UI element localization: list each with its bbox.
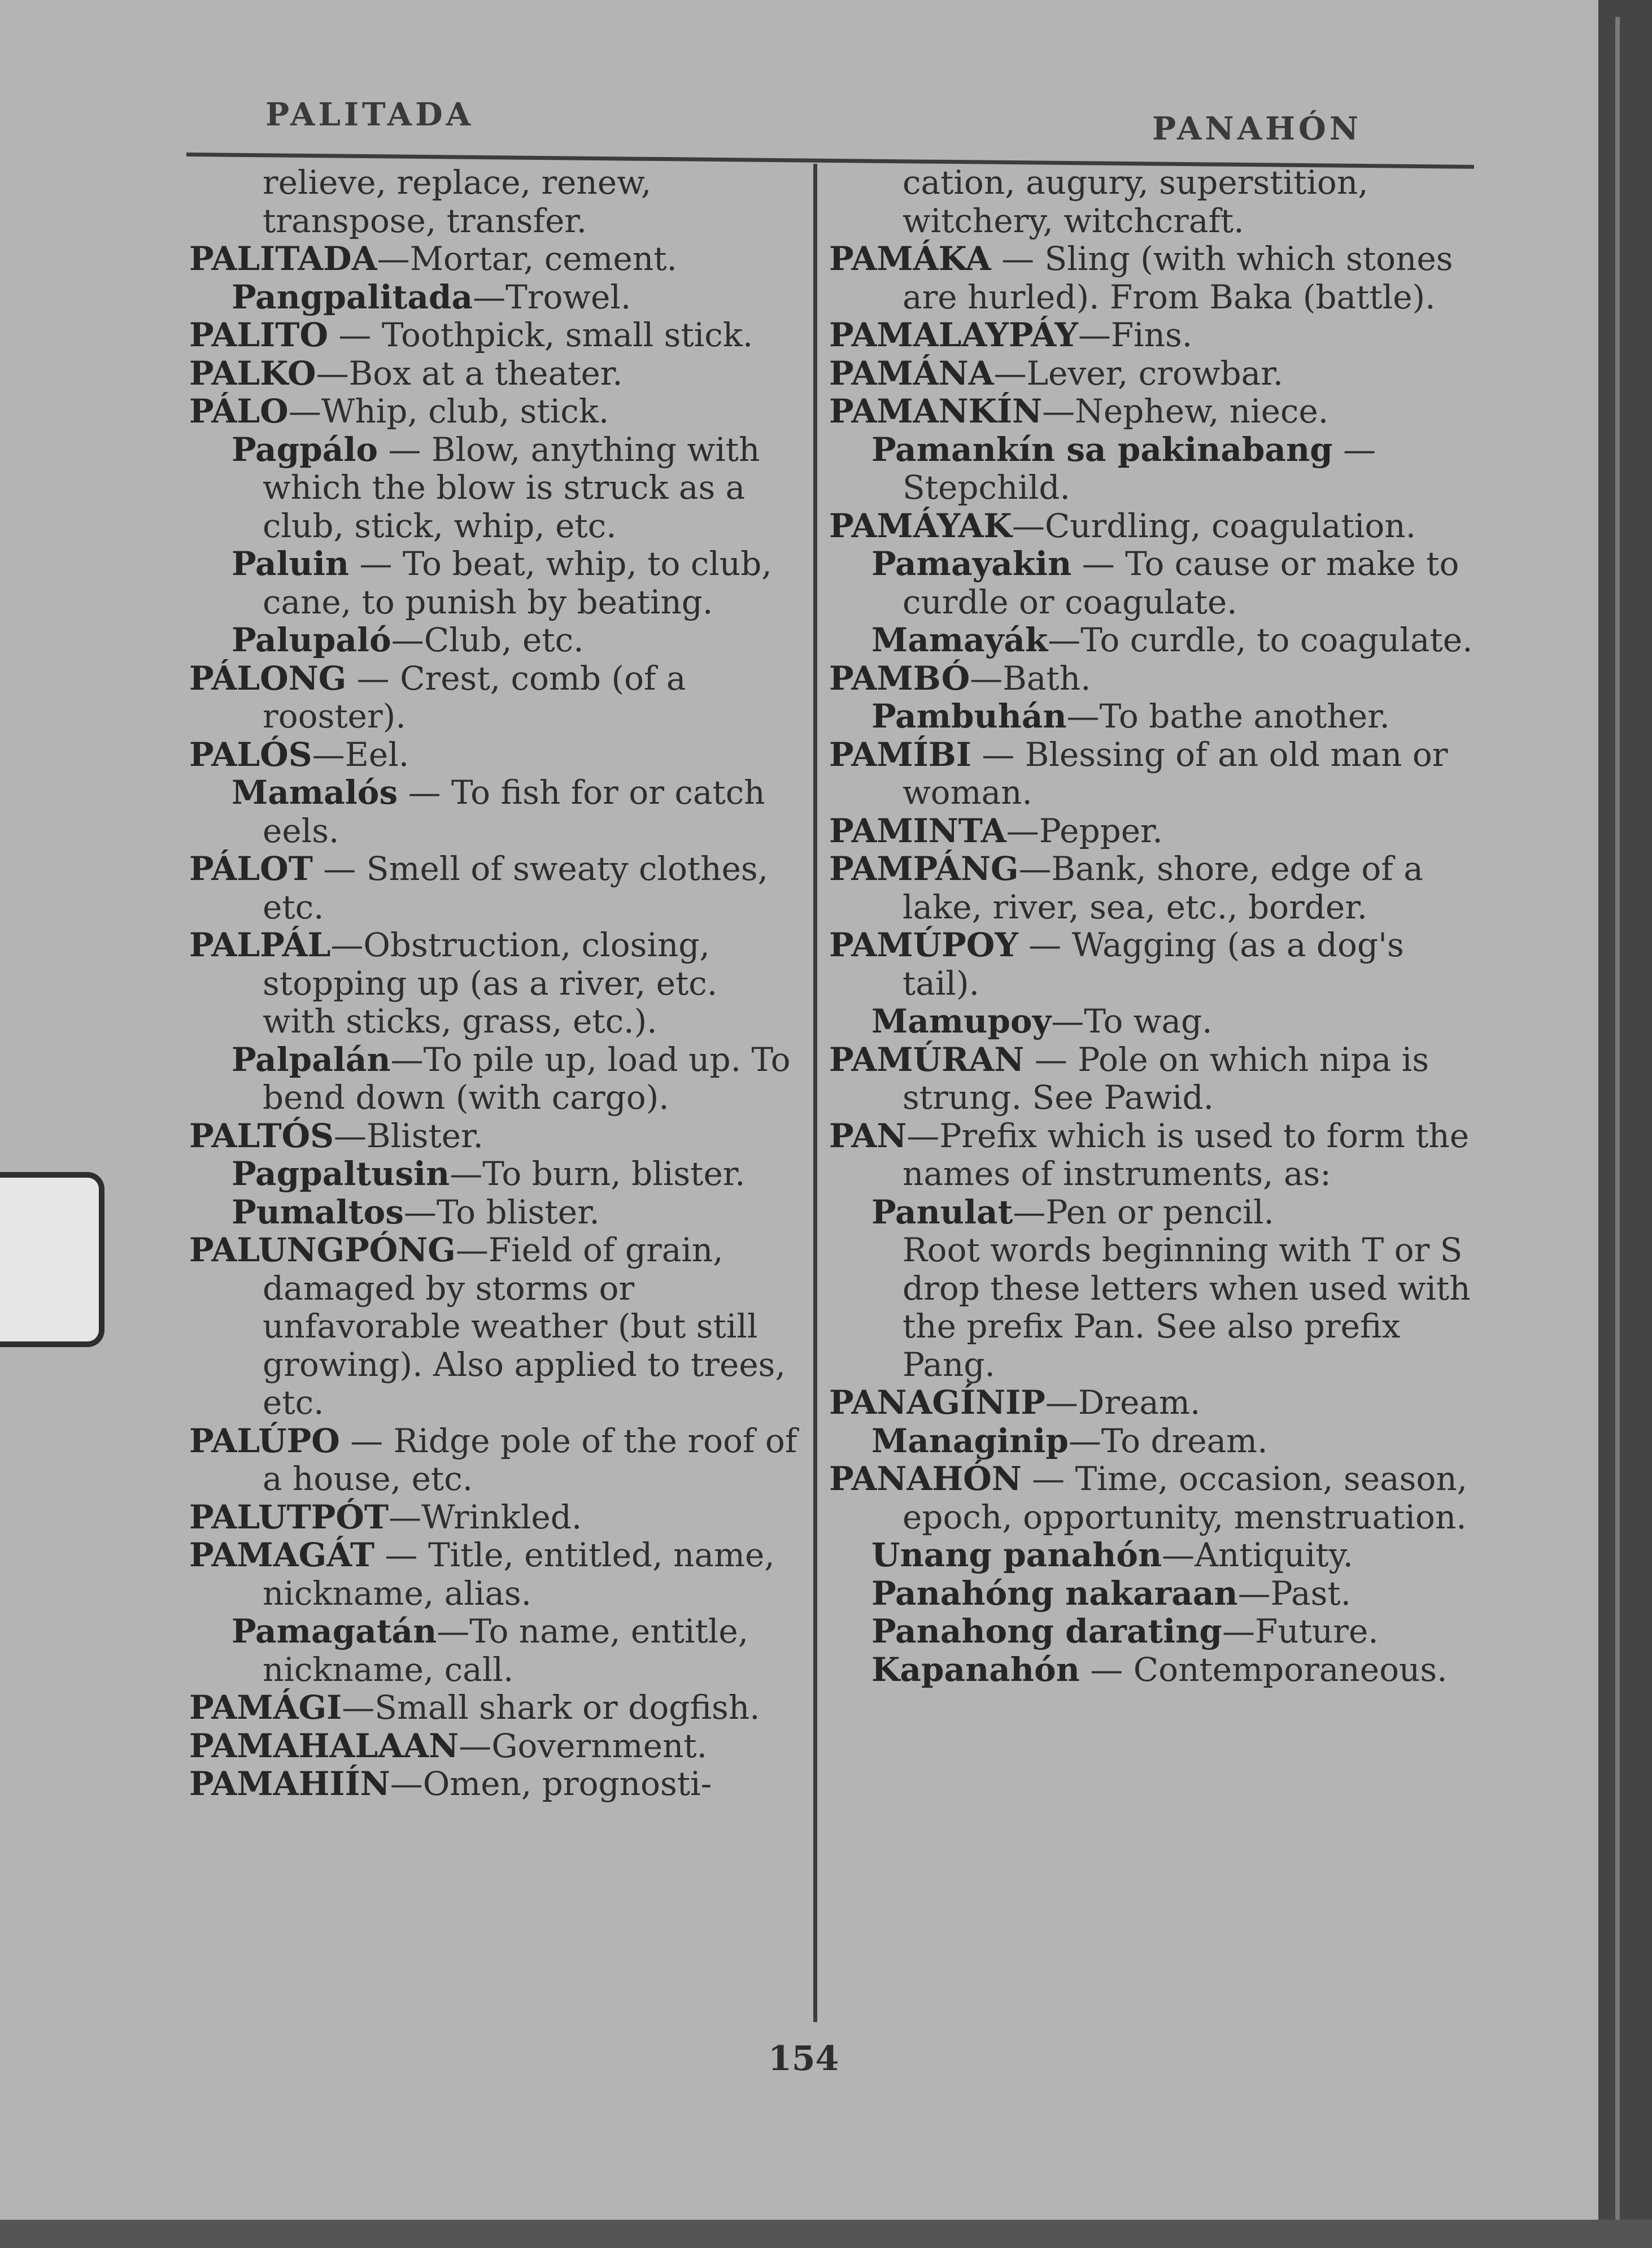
headword: Pambuhán <box>871 697 1067 735</box>
dictionary-entry <box>829 1384 1473 1422</box>
definition: —Pepper. <box>1006 811 1163 850</box>
headword: PAMÚPOY <box>829 926 1018 964</box>
dictionary-entry <box>189 660 799 736</box>
definition: —Nephew, niece. <box>1042 392 1329 430</box>
sub-entry <box>189 1193 799 1232</box>
headword: PAMÚRAN <box>829 1040 1025 1079</box>
page-number: 154 <box>768 2039 839 2079</box>
headword: Pamankín sa pakinabang <box>871 430 1333 469</box>
sub-entry <box>829 621 1473 660</box>
definition: —Field of grain, damaged by storms or unfavorable weather (but still growing). Also applied to trees, etc. <box>263 1231 786 1422</box>
headword: Panahóng nakaraan <box>871 1574 1238 1613</box>
headword: PALUNGPÓNG <box>189 1231 456 1269</box>
dictionary-entry <box>189 393 799 431</box>
definition: Root words beginning with T or S drop these letters when used with the prefix Pan. See also prefix Pang. <box>903 1231 1471 1384</box>
definition: cation, augury, superstition, witchery, witchcraft. <box>903 163 1368 240</box>
sub-entry <box>189 1613 799 1689</box>
dictionary-entry <box>829 393 1473 431</box>
definition: — Stepchild. <box>903 430 1376 507</box>
headword: PALITADA <box>189 239 377 278</box>
headword: PÁLONG <box>189 659 347 698</box>
definition: —Club, etc. <box>391 621 584 659</box>
definition: — Title, entitled, name, nickname, alias. <box>263 1536 775 1613</box>
headword: PALTÓS <box>189 1116 334 1155</box>
sub-entry <box>189 278 799 317</box>
column-divider <box>813 164 817 2022</box>
sub-entry <box>189 621 799 660</box>
headword: PALKO <box>189 354 316 393</box>
definition: — Blow, anything with which the blow is struck as a club, stick, whip, etc. <box>263 430 760 545</box>
page-tab-marker <box>0 1172 104 1347</box>
definition: —Eel. <box>312 735 409 774</box>
headword: Kapanahón <box>871 1650 1080 1689</box>
definition: — Smell of sweaty clothes, etc. <box>263 849 769 926</box>
headword: PAMANKÍN <box>829 392 1043 430</box>
headword: Pumaltos <box>232 1192 404 1231</box>
definition: — Crest, comb (of a rooster). <box>263 659 686 735</box>
headword: Palpalán <box>232 1040 391 1079</box>
sub-entry <box>829 1575 1473 1613</box>
dictionary-entry <box>829 1041 1473 1117</box>
definition: —Past. <box>1237 1574 1352 1613</box>
sub-entry <box>189 545 799 621</box>
headword: PAN <box>829 1116 907 1155</box>
dictionary-entry <box>189 1117 799 1156</box>
headword: PAMAHIÍN <box>189 1765 390 1803</box>
headword: Mamupoy <box>871 1002 1052 1040</box>
headword: Pagpálo <box>232 430 378 469</box>
definition: —Box at a theater. <box>316 354 623 393</box>
headword: PAMÁGI <box>189 1688 342 1727</box>
headword: PAMÁYAK <box>829 506 1012 545</box>
definition: —Bath. <box>970 659 1091 698</box>
definition: —Curdling, coagulation. <box>1012 506 1416 545</box>
definition: —Government. <box>459 1726 708 1765</box>
headword: PALITO <box>189 316 328 354</box>
headword: Mamalós <box>232 773 398 812</box>
definition: relieve, replace, renew, transpose, transfer. <box>263 163 652 240</box>
headword: PANAHÓN <box>829 1460 1022 1498</box>
headword: PAMÁNA <box>829 354 994 393</box>
definition: — To cause or make to curdle or coagulate. <box>903 544 1459 621</box>
dictionary-entry <box>189 355 799 393</box>
definition: —Antiquity. <box>1162 1536 1354 1574</box>
definition: —Future. <box>1222 1612 1379 1650</box>
dictionary-entry <box>189 1231 799 1422</box>
book-spine-edge <box>1615 17 1620 2220</box>
headword: PALUTPÓT <box>189 1497 389 1536</box>
dictionary-entry <box>189 1498 799 1537</box>
dictionary-entry <box>829 316 1473 355</box>
definition: — Pole on which nipa is strung. See Pawid. <box>903 1040 1429 1117</box>
definition: — To fish for or catch eels. <box>263 773 765 850</box>
dictionary-entry <box>829 812 1473 851</box>
headword: PÁLO <box>189 392 289 430</box>
definition: — To beat, whip, to club, cane, to punish by beating. <box>263 544 772 621</box>
headword: PALPÁL <box>189 926 331 964</box>
sub-entry <box>829 1613 1473 1651</box>
dictionary-entry <box>829 1460 1473 1536</box>
headword: Pamayakin <box>871 544 1072 583</box>
dictionary-entry <box>189 1765 799 1803</box>
headword: PAMPÁNG <box>829 849 1019 888</box>
headword: PALÓS <box>189 735 312 774</box>
definition: —Pen or pencil. <box>1013 1192 1274 1231</box>
dictionary-entry <box>829 660 1473 698</box>
definition: — Blessing of an old man or woman. <box>903 735 1448 812</box>
definition: —To wag. <box>1051 1002 1213 1040</box>
definition: —To bathe another. <box>1066 697 1390 735</box>
definition: —Blister. <box>334 1116 483 1155</box>
definition: —Prefix which is used to form the names of instruments, as: <box>903 1116 1470 1193</box>
headword: Managinip <box>871 1421 1069 1460</box>
dictionary-entry <box>829 1117 1473 1193</box>
dictionary-entry <box>189 240 799 278</box>
definition: —To name, entitle, nickname, call. <box>263 1612 749 1689</box>
headword: PAMAGÁT <box>189 1536 375 1574</box>
dictionary-entry <box>829 240 1473 316</box>
sub-entry <box>189 1155 799 1193</box>
dictionary-entry <box>189 316 799 355</box>
headword: Paluin <box>232 544 350 583</box>
definition: —To burn, blister. <box>450 1155 746 1193</box>
dictionary-entry <box>189 1727 799 1766</box>
headword: PÁLOT <box>189 849 313 888</box>
definition: — Time, occasion, season, epoch, opportunity, menstruation. <box>903 1460 1468 1536</box>
sub-entry <box>829 1422 1473 1461</box>
sub-entry <box>829 1651 1473 1689</box>
definition: —Omen, prognosti- <box>390 1765 712 1803</box>
entry-continuation <box>829 164 1473 240</box>
definition: —Mortar, cement. <box>377 239 677 278</box>
sub-entry <box>189 431 799 546</box>
dictionary-entry <box>829 926 1473 1003</box>
headword: Pangpalitada <box>232 277 473 316</box>
headword: PAMAHALAAN <box>189 1726 459 1765</box>
definition: —To pile up, load up. To bend down (with cargo). <box>263 1040 791 1117</box>
dictionary-entry <box>829 507 1473 546</box>
running-head-right: PANAHÓN <box>1152 110 1362 147</box>
definition: —Trowel. <box>473 277 631 316</box>
sub-entry <box>829 1003 1473 1041</box>
definition: — Wagging (as a dog's tail). <box>903 926 1404 1003</box>
headword: PAMALAYPÁY <box>829 316 1078 354</box>
sub-entry <box>829 545 1473 621</box>
headword: Panahong darating <box>871 1612 1222 1650</box>
dictionary-entry <box>189 850 799 926</box>
definition: —Dream. <box>1045 1383 1201 1422</box>
headword: PAMÁKA <box>829 239 991 278</box>
headword: Unang panahón <box>871 1536 1162 1574</box>
dictionary-entry <box>189 926 799 1041</box>
headword: PAMINTA <box>829 811 1006 850</box>
definition: —Fins. <box>1078 316 1193 354</box>
headword: Pamagatán <box>232 1612 437 1650</box>
definition: — Sling (with which stones are hurled). From Baka (battle). <box>903 239 1453 316</box>
headword: PAMBÓ <box>829 659 970 698</box>
book-spine-shadow <box>1598 0 1652 2248</box>
entry-continuation <box>829 1231 1473 1384</box>
definition: — Toothpick, small stick. <box>328 316 753 354</box>
page-bottom-shadow <box>0 2220 1652 2248</box>
definition: —Wrinkled. <box>389 1497 582 1536</box>
sub-entry <box>189 774 799 850</box>
definition: —Lever, crowbar. <box>993 354 1284 393</box>
definition: —Bank, shore, edge of a lake, river, sea, etc., border. <box>903 849 1423 926</box>
definition: —To dream. <box>1068 1421 1268 1460</box>
sub-entry <box>189 1041 799 1117</box>
headword: Palupaló <box>232 621 391 659</box>
right-column <box>829 164 1473 2028</box>
headword: Pagpaltusin <box>232 1155 450 1193</box>
sub-entry <box>829 698 1473 736</box>
dictionary-entry <box>189 1536 799 1613</box>
headword: PANAGÍNIP <box>829 1383 1045 1422</box>
dictionary-entry <box>189 736 799 774</box>
headword: PALÚPO <box>189 1421 340 1460</box>
definition: — Ridge pole of the roof of a house, etc. <box>263 1421 797 1498</box>
dictionary-entry <box>829 355 1473 393</box>
running-head-left: PALITADA <box>265 96 474 133</box>
definition: —Obstruction, closing, stopping up (as a river, etc. with sticks, grass, etc.). <box>263 926 718 1040</box>
definition: —To curdle, to coagulate. <box>1048 621 1473 659</box>
sub-entry <box>829 431 1473 507</box>
dictionary-entry <box>189 1689 799 1727</box>
dictionary-entry <box>829 850 1473 926</box>
entry-continuation <box>189 164 799 240</box>
definition: —Whip, club, stick. <box>288 392 609 430</box>
left-column <box>189 164 799 2028</box>
definition: —To blister. <box>403 1192 600 1231</box>
sub-entry <box>829 1536 1473 1575</box>
headword: Mamayák <box>871 621 1048 659</box>
definition: — Contemporaneous. <box>1079 1650 1448 1689</box>
headword: Panulat <box>871 1192 1013 1231</box>
dictionary-entry <box>189 1422 799 1498</box>
definition: —Small shark or dogfish. <box>342 1688 760 1727</box>
headword: PAMÍBI <box>829 735 971 774</box>
sub-entry <box>829 1193 1473 1232</box>
dictionary-entry <box>829 736 1473 812</box>
